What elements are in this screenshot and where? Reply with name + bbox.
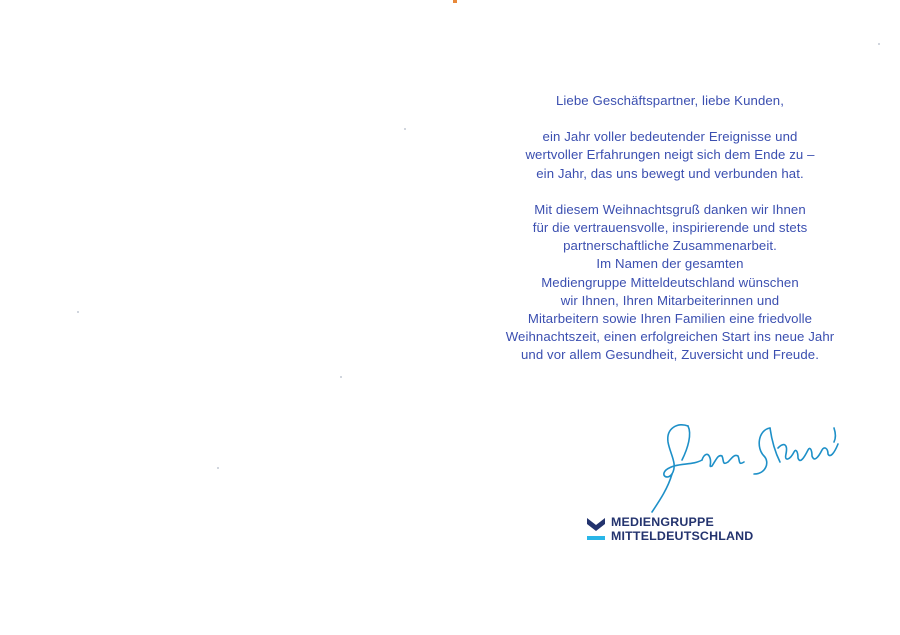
text-line: und vor allem Gesundheit, Zuversicht und Freude. bbox=[520, 347, 819, 363]
scan-speck bbox=[217, 467, 219, 469]
handwritten-signature bbox=[648, 408, 844, 518]
paragraph-1 bbox=[470, 128, 870, 183]
text-line: Mediengruppe Mitteldeutschland wünschen bbox=[541, 274, 799, 290]
fold-mark bbox=[453, 0, 457, 3]
text-line: Im Namen der gesamten bbox=[596, 256, 744, 272]
text-line: Mit diesem Weihnachtsgruß danken wir Ihnen bbox=[534, 201, 806, 217]
text-line: für die vertrauensvolle, inspirierende und stets bbox=[532, 220, 808, 236]
scan-speck bbox=[340, 376, 342, 378]
paragraph-2 bbox=[470, 201, 870, 365]
text-line: wertvoller Erfahrungen neigt sich dem Ende zu – bbox=[525, 147, 815, 163]
logo-wordmark bbox=[611, 515, 753, 543]
text-line: Mitarbeitern sowie Ihren Familien eine friedvolle bbox=[527, 311, 813, 327]
company-logo bbox=[587, 515, 753, 547]
text-line: ein Jahr voller bedeutender Ereignisse und bbox=[542, 129, 798, 145]
text-line: Weihnachtszeit, einen erfolgreichen Start ins neue Jahr bbox=[505, 329, 835, 345]
greeting-line: Liebe Geschäftspartner, liebe Kunden, bbox=[555, 93, 785, 108]
text-line: wir Ihnen, Ihren Mitarbeiterinnen und bbox=[560, 292, 780, 308]
chevron-logo-icon bbox=[587, 516, 605, 544]
scan-speck bbox=[878, 43, 880, 45]
scan-speck bbox=[77, 311, 79, 313]
scan-speck bbox=[404, 128, 406, 130]
text-line: partnerschaftliche Zusammenarbeit. bbox=[563, 238, 777, 254]
text-line: ein Jahr, das uns bewegt und verbunden hat. bbox=[536, 165, 804, 181]
logo-line-1: MEDIENGRUPPE bbox=[611, 515, 714, 529]
logo-line-2: MITTELDEUTSCHLAND bbox=[611, 529, 754, 544]
letter-body bbox=[470, 92, 870, 365]
